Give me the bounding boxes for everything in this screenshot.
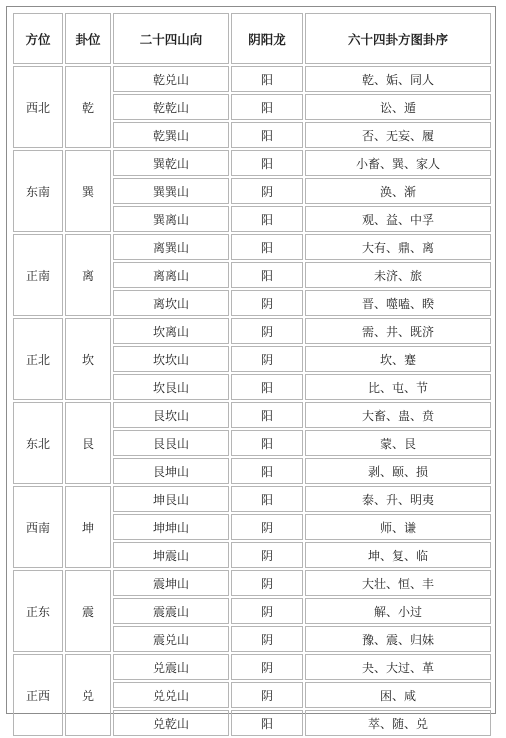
table-row [13,150,491,176]
hexagram-cell: 豫、震、归妹 [305,626,491,652]
hexagram-cell: 比、屯、节 [305,374,491,400]
mountain-cell: 震坤山 [113,570,229,596]
mountain-cell: 离坎山 [113,290,229,316]
mountain-cell: 离巽山 [113,234,229,260]
table-body [13,66,491,736]
direction-cell: 东南 [13,150,63,232]
table-row [13,66,491,92]
mountain-cell: 坎离山 [113,318,229,344]
mountain-cell: 坤坤山 [113,514,229,540]
yinyang-cell: 阴 [231,514,303,540]
table-row [13,570,491,596]
header-trigram: 卦位 [65,13,111,64]
hexagram-cell: 乾、姤、同人 [305,66,491,92]
header-direction: 方位 [13,13,63,64]
hexagram-cell: 解、小过 [305,598,491,624]
hexagram-cell: 需、井、既济 [305,318,491,344]
trigram-cell: 坤 [65,486,111,568]
hexagram-cell: 小畜、巽、家人 [305,150,491,176]
mountain-cell: 乾巽山 [113,122,229,148]
trigram-cell: 乾 [65,66,111,148]
header-row [13,13,491,64]
yinyang-cell: 阴 [231,598,303,624]
header-hexagrams: 六十四卦方图卦序 [305,13,491,64]
yinyang-cell: 阳 [231,402,303,428]
yinyang-cell: 阳 [231,262,303,288]
trigram-cell: 兑 [65,654,111,736]
yinyang-cell: 阴 [231,542,303,568]
yinyang-cell: 阴 [231,654,303,680]
mountain-cell: 震兑山 [113,626,229,652]
hexagram-cell: 否、无妄、履 [305,122,491,148]
mountain-cell: 乾乾山 [113,94,229,120]
hexagram-cell: 晋、噬嗑、睽 [305,290,491,316]
yinyang-cell: 阴 [231,318,303,344]
mountain-cell: 艮坤山 [113,458,229,484]
yinyang-cell: 阳 [231,374,303,400]
yinyang-cell: 阴 [231,290,303,316]
yinyang-cell: 阴 [231,626,303,652]
hexagram-cell: 师、谦 [305,514,491,540]
mountain-cell: 兑乾山 [113,710,229,736]
hexagram-cell: 观、益、中孚 [305,206,491,232]
yinyang-cell: 阴 [231,178,303,204]
direction-cell: 东北 [13,402,63,484]
trigram-cell: 艮 [65,402,111,484]
table-row [13,486,491,512]
yinyang-cell: 阳 [231,430,303,456]
mountain-cell: 艮坎山 [113,402,229,428]
hexagram-cell: 未济、旅 [305,262,491,288]
hexagram-cell: 夬、大过、革 [305,654,491,680]
hexagram-cell: 坎、蹇 [305,346,491,372]
hexagram-cell: 蒙、艮 [305,430,491,456]
yinyang-cell: 阴 [231,682,303,708]
yinyang-cell: 阳 [231,234,303,260]
trigram-cell: 坎 [65,318,111,400]
hexagram-cell: 剥、颐、损 [305,458,491,484]
mountain-cell: 兑震山 [113,654,229,680]
hexagram-cell: 坤、复、临 [305,542,491,568]
mountain-cell: 乾兑山 [113,66,229,92]
hexagram-table [11,11,493,738]
direction-cell: 正南 [13,234,63,316]
direction-cell: 正北 [13,318,63,400]
yinyang-cell: 阳 [231,710,303,736]
header-yinyang: 阴阳龙 [231,13,303,64]
hexagram-cell: 萃、随、兑 [305,710,491,736]
table-row [13,654,491,680]
hexagram-cell: 涣、渐 [305,178,491,204]
header-mountain: 二十四山向 [113,13,229,64]
hexagram-cell: 大有、鼎、离 [305,234,491,260]
direction-cell: 西北 [13,66,63,148]
hexagram-cell: 讼、遁 [305,94,491,120]
yinyang-cell: 阴 [231,346,303,372]
mountain-cell: 震震山 [113,598,229,624]
yinyang-cell: 阴 [231,570,303,596]
hexagram-cell: 大壮、恒、丰 [305,570,491,596]
mountain-cell: 巽巽山 [113,178,229,204]
mountain-cell: 坎坎山 [113,346,229,372]
trigram-cell: 震 [65,570,111,652]
table-frame [6,6,496,731]
mountain-cell: 坎艮山 [113,374,229,400]
trigram-cell: 巽 [65,150,111,232]
mountain-cell: 坤震山 [113,542,229,568]
mountain-cell: 兑兑山 [113,682,229,708]
direction-cell: 正西 [13,654,63,736]
mountain-cell: 艮艮山 [113,430,229,456]
yinyang-cell: 阳 [231,458,303,484]
mountain-cell: 离离山 [113,262,229,288]
table-row [13,402,491,428]
table-row [13,234,491,260]
mountain-cell: 巽离山 [113,206,229,232]
yinyang-cell: 阳 [231,94,303,120]
table-row [13,318,491,344]
yinyang-cell: 阳 [231,486,303,512]
hexagram-cell: 困、咸 [305,682,491,708]
yinyang-cell: 阳 [231,150,303,176]
mountain-cell: 巽乾山 [113,150,229,176]
mountain-cell: 坤艮山 [113,486,229,512]
yinyang-cell: 阳 [231,206,303,232]
yinyang-cell: 阳 [231,122,303,148]
direction-cell: 西南 [13,486,63,568]
trigram-cell: 离 [65,234,111,316]
hexagram-cell: 大畜、蛊、贲 [305,402,491,428]
yinyang-cell: 阳 [231,66,303,92]
direction-cell: 正东 [13,570,63,652]
hexagram-cell: 泰、升、明夷 [305,486,491,512]
